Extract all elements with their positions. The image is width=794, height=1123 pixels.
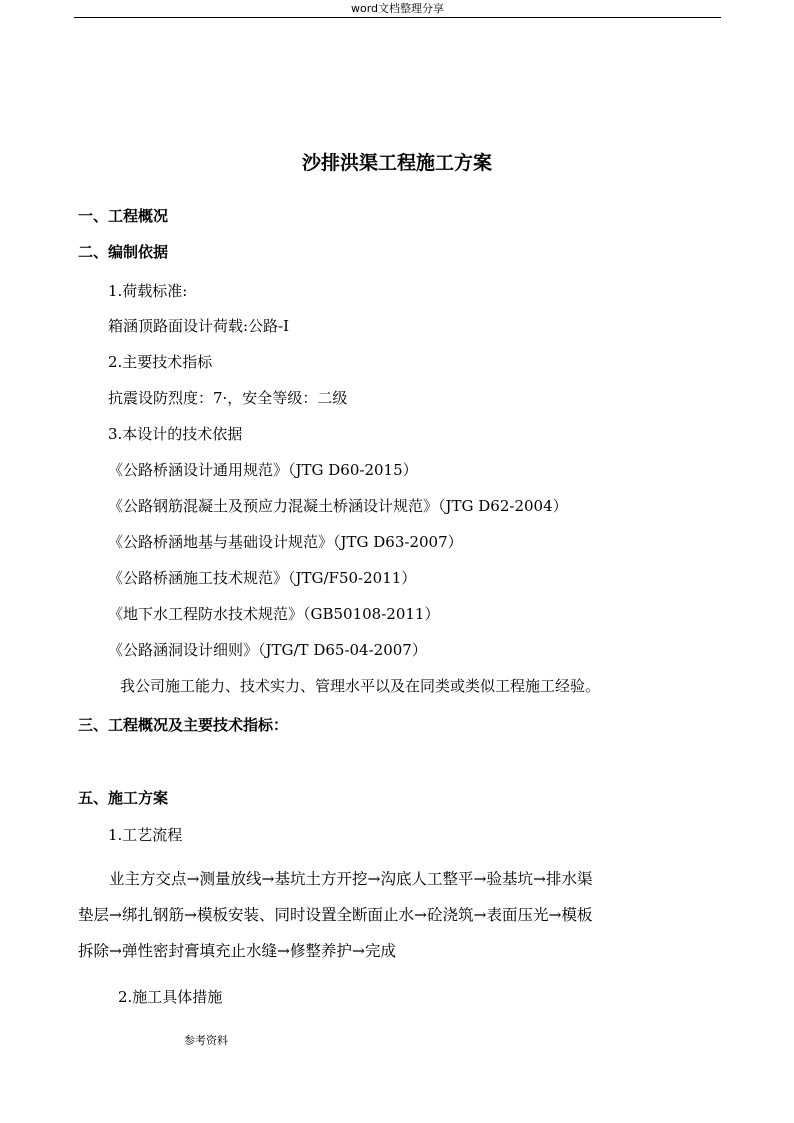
document-title: 沙排洪渠工程施工方案	[301, 152, 492, 174]
reference-item: 《公路桥涵地基与基础设计规范》（JTG D63-2007）	[108, 533, 463, 551]
reference-item: 《公路钢筋混凝土及预应力混凝土桥涵设计规范》（JTG D62-2004）	[108, 497, 568, 515]
basis-item-tech-basis: 3.本设计的技术依据	[108, 425, 243, 443]
basis-load-standard-text: 箱涵顶路面设计荷载:公路-Ⅰ	[108, 317, 290, 335]
process-flow-paragraph	[78, 861, 718, 969]
reference-item: 《公路桥涵施工技术规范》（JTG/F50-2011）	[108, 569, 417, 587]
reference-item: 《公路桥涵设计通用规范》（JTG D60-2015）	[108, 461, 418, 479]
process-flow-line: 垫层→绑扎钢筋→模板安装、同时设置全断面止水→砼浇筑→表面压光→模板	[78, 906, 593, 924]
basis-tech-indicators-text: 抗震设防烈度：7·，安全等级：二级	[108, 389, 348, 407]
process-flow-line: 业主方交点→测量放线→基坑土方开挖→沟底人工整平→验基坑→排水渠	[78, 870, 593, 888]
process-flow-line: 拆除→弹性密封膏填充止水缝→修整养护→完成	[78, 942, 396, 960]
basis-item-load-standard: 1.荷载标准:	[108, 282, 188, 300]
page-footer: 参考资料	[184, 1034, 228, 1047]
section-heading-construction-plan: 五、施工方案	[78, 789, 169, 807]
page-header: word文档整理分享	[74, 0, 721, 18]
section-heading-project-indicators: 三、工程概况及主要技术指标：	[78, 716, 289, 734]
reference-item: 《公路涵洞设计细则》（JTG/T D65-04-2007）	[108, 641, 427, 659]
company-experience-text: 我公司施工能力、技术实力、管理水平以及在同类或类似工程施工经验。	[120, 677, 601, 695]
section-heading-overview: 一、工程概况	[78, 207, 169, 225]
basis-item-tech-indicators: 2.主要技术指标	[108, 353, 213, 371]
reference-item: 《地下水工程防水技术规范》（GB50108-2011）	[108, 605, 440, 623]
plan-item-process-flow: 1.工艺流程	[108, 826, 183, 844]
plan-item-specific-measures: 2.施工具体措施	[118, 988, 223, 1006]
section-heading-basis: 二、编制依据	[78, 243, 169, 261]
